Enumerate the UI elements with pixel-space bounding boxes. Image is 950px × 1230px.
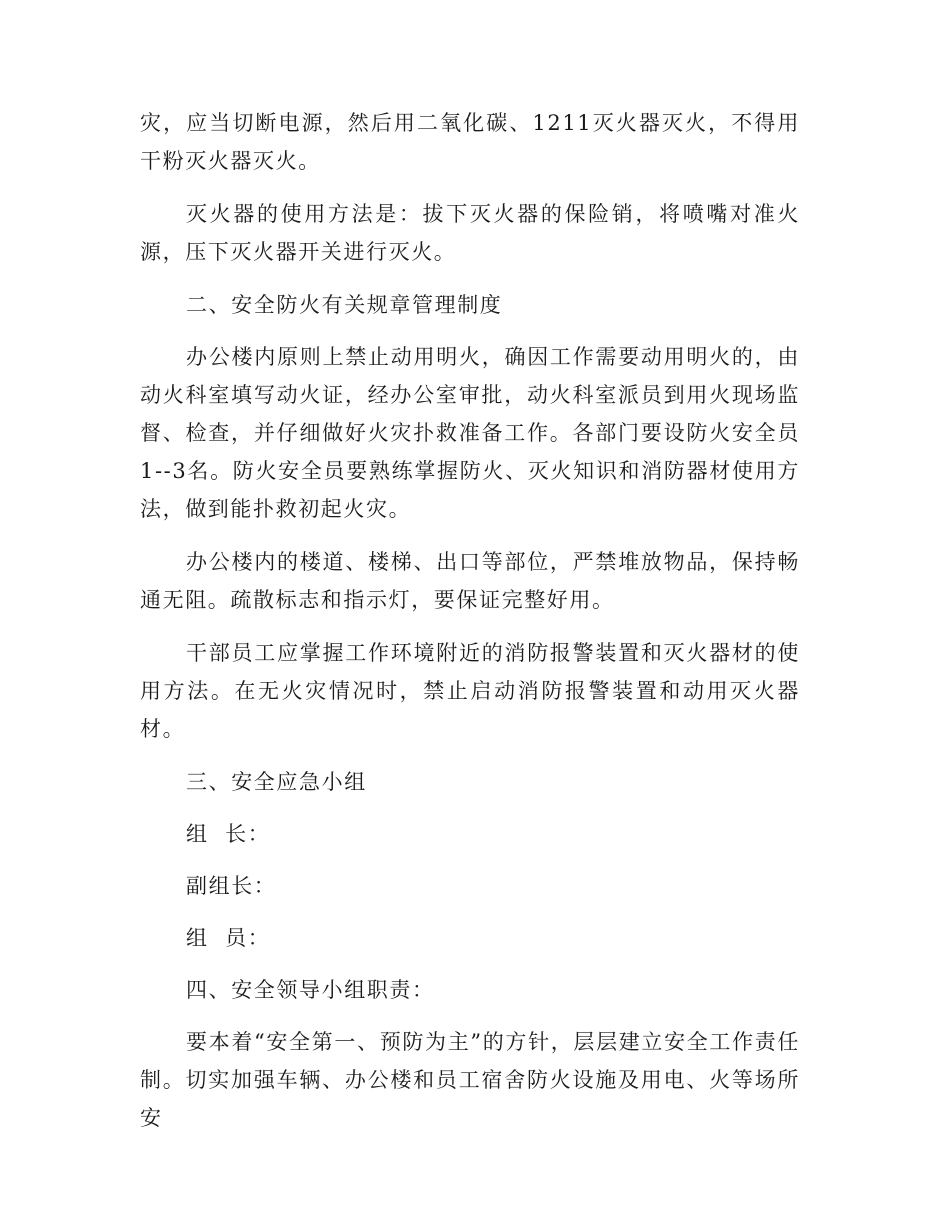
section-heading-fire-rules: 二、安全防火有关规章管理制度 <box>186 293 503 317</box>
paragraph-extinguisher-usage: 灭火器的使用方法是：拔下灭火器的保险销，将喷嘴对准火源，压下灭火器开关进行灭火。 <box>140 202 800 264</box>
section-heading-leadership-duties: 四、安全领导小组职责： <box>186 978 435 1002</box>
paragraph-open-flame-rules: 办公楼内原则上禁止动用明火，确因工作需要动用明火的，由动火科室填写动火证，经办公室审批，动火科室派员到用火现场监督、检查，并仔细做好火灾扑救准备工作。各部门要设防火安全员1--3名。防火安全员要熟练掌握防火、灭火知识和消防器材使用方法，做到能扑救初起火灾。 <box>140 345 800 521</box>
document-body <box>140 104 800 1152</box>
paragraph-fire-extinguish-electrical: 灾，应当切断电源，然后用二氧化碳、1211灭火器灭火，不得用干粉灭火器灭火。 <box>140 111 800 173</box>
paragraph-alarm-rules: 干部员工应掌握工作环境附近的消防报警装置和灭火器材的使用方法。在无火灾情况时，禁止启动消防报警装置和动用灭火器材。 <box>140 641 800 741</box>
paragraph-corridor-rules: 办公楼内的楼道、楼梯、出口等部位，严禁堆放物品，保持畅通无阻。疏散标志和指示灯，要保证完整好用。 <box>140 550 800 612</box>
paragraph-safety-responsibility: 要本着“安全第一、预防为主”的方针，层层建立安全工作责任制。切实加强车辆、办公楼和员工宿舍防火设施及用电、火等场所安 <box>140 1030 800 1130</box>
section-heading-emergency-team: 三、安全应急小组 <box>186 770 367 794</box>
team-leader-label: 组 长： <box>186 822 271 846</box>
team-deputy-leader-label: 副组长： <box>186 874 277 898</box>
team-member-label: 组 员： <box>186 926 271 950</box>
